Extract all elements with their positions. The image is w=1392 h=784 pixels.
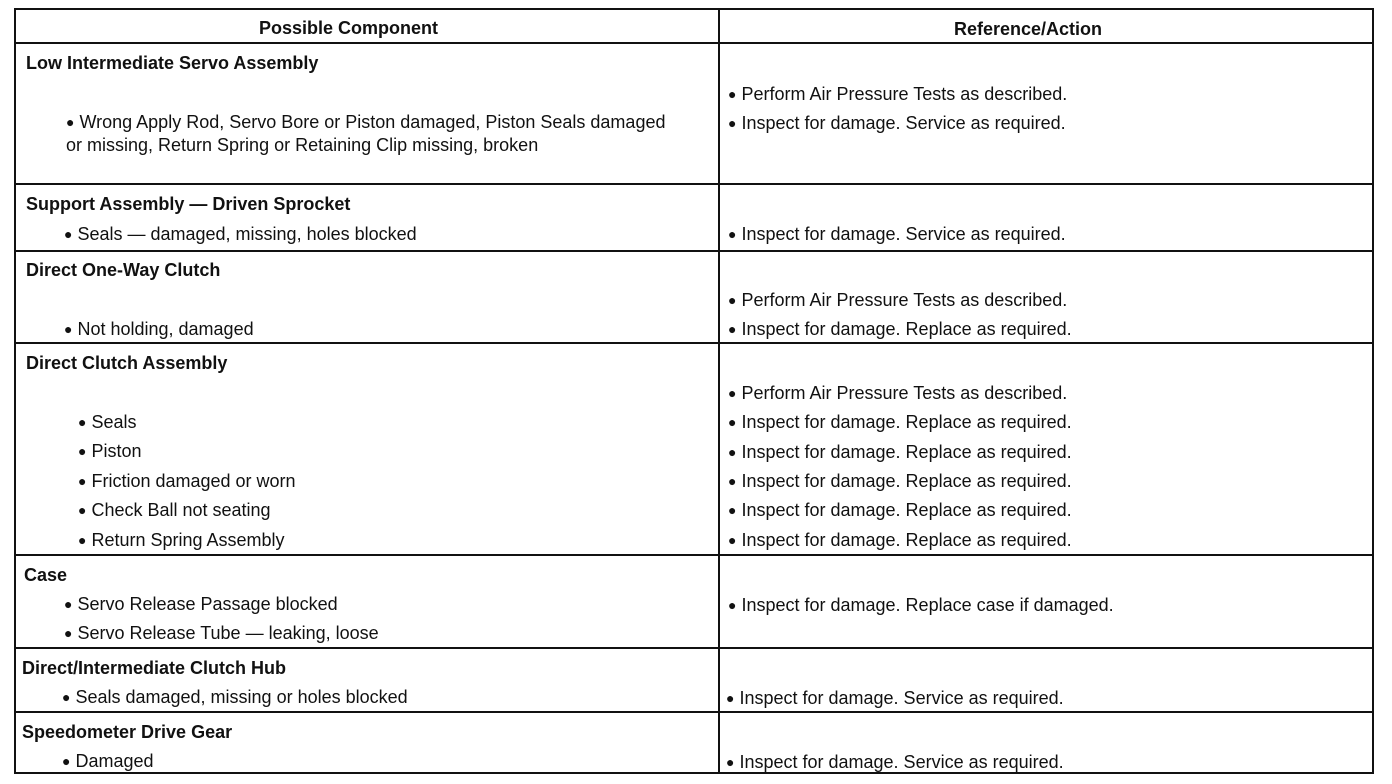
section-title: Direct Clutch Assembly	[26, 353, 228, 373]
action-item: ● Inspect for damage. Replace as required.	[728, 441, 1072, 464]
action-item: ● Inspect for damage. Service as required.	[728, 223, 1066, 246]
header-possible-component: Possible Component	[259, 18, 439, 38]
row-divider	[16, 711, 1372, 713]
action-item: ● Inspect for damage. Service as required.	[726, 751, 1064, 774]
list-item: ● Friction damaged or worn	[78, 470, 296, 493]
action-item: ● Inspect for damage. Replace as required.	[728, 318, 1072, 341]
list-item: ● Piston	[78, 440, 142, 463]
bullet-icon	[66, 112, 79, 132]
section-title: Low Intermediate Servo Assembly	[26, 53, 319, 73]
row-divider	[16, 183, 1372, 185]
list-item: ● Seals — damaged, missing, holes blocked	[64, 223, 417, 246]
row-divider	[16, 647, 1372, 649]
section-title: Direct/Intermediate Clutch Hub	[22, 658, 287, 678]
row-divider	[16, 250, 1372, 252]
action-item: ● Perform Air Pressure Tests as described.	[728, 83, 1067, 106]
action-item: ● Perform Air Pressure Tests as described.	[728, 289, 1067, 312]
section-title: Support Assembly — Driven Sprocket	[26, 194, 351, 214]
header-divider	[16, 42, 1372, 44]
list-item: ● Seals	[78, 411, 137, 434]
list-item: ● Check Ball not seating	[78, 499, 271, 522]
list-item: ● Wrong Apply Rod, Servo Bore or Piston damaged, Piston Seals damaged or missing, Return Spring or Retaining Clip missing, broken	[66, 111, 686, 156]
action-item: ● Inspect for damage. Replace case if damaged.	[728, 594, 1114, 617]
row-divider	[16, 554, 1372, 556]
list-item: ● Servo Release Passage blocked	[64, 593, 338, 616]
action-item: ● Inspect for damage. Service as required.	[728, 112, 1066, 135]
action-item: ● Inspect for damage. Replace as required.	[728, 529, 1072, 552]
diagnosis-table	[14, 8, 1374, 774]
list-item: ● Return Spring Assembly	[78, 529, 285, 552]
header-reference-action: Reference/Action	[954, 19, 1103, 39]
list-item: ● Seals damaged, missing or holes blocked	[62, 686, 408, 709]
action-item: ● Inspect for damage. Service as required.	[726, 687, 1064, 710]
action-item: ● Inspect for damage. Replace as required.	[728, 411, 1072, 434]
action-item: ● Inspect for damage. Replace as required.	[728, 499, 1072, 522]
section-title: Speedometer Drive Gear	[22, 722, 233, 742]
list-item: ● Servo Release Tube — leaking, loose	[64, 622, 379, 645]
list-item: ● Damaged	[62, 750, 154, 773]
row-divider	[16, 342, 1372, 344]
list-item: ● Not holding, damaged	[64, 318, 254, 341]
action-item: ● Perform Air Pressure Tests as described.	[728, 382, 1067, 405]
action-item: ● Inspect for damage. Replace as required.	[728, 470, 1072, 493]
column-divider	[718, 10, 720, 772]
section-title: Case	[24, 565, 68, 585]
section-title: Direct One-Way Clutch	[26, 260, 221, 280]
